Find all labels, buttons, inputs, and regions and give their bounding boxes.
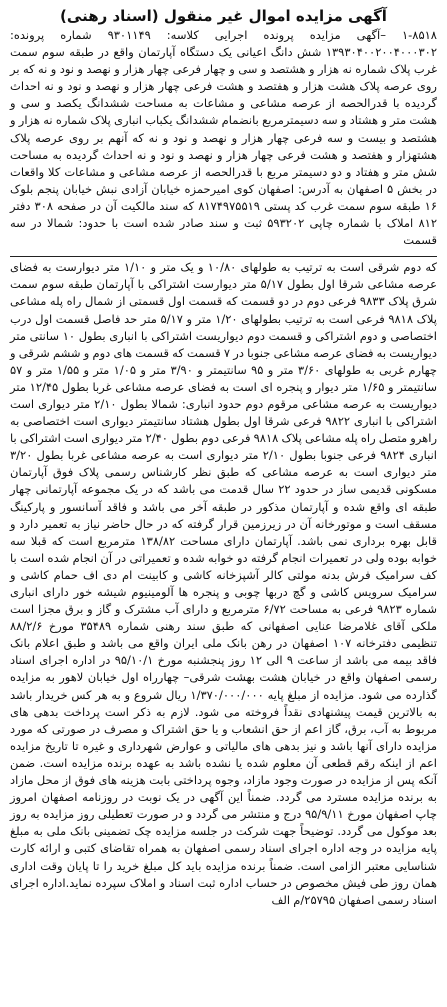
notice-signature: اداره اجرای اسناد رسمی اصفهان ۲۵۷۹۵/م الف <box>10 875 437 907</box>
notice-paragraph-1: ۱-۸۵۱۸ –آگهی مزایده پرونده اجرایی کلاسه: ۹۳۰۱۱۴۹ شماره پرونده: ۱۳۹۳۰۴۰۰۲۰۰۴۰۰۰۳۰۲ شش دانگ اعیانی یک دستگاه آپارتمان واقع در طبقه سوم سمت غرب پلاک شماره نه هزار و هشتصد و سی و چهار فرعی چهار هزار و نهصد و نود و نه که بر روی عرصه پلاک هشت هزار و هفتصد و هشت فرعی چهار هزار و نهصد و نود و نه احداث گردیده با قدرالحصه از عرصه مشاعی و مشاعات به مساحت ششدانگ یکصد و سی و هشت متر و هشتاد و سه دسیمترمربع بانضمام ششدانگ یکباب انباری پلاک شماره نه هزار و هشتصد و بیست و سه فرعی چهار هزار و نهصد و نود و نه که آنهم بر روی عرصه پلاک هشتهزار و هفتصد و هشت فرعی چهار هزار و نهصد و نود و نه احداث گردیده به مساحت شش متر و هفتاد و دو دسیمتر مربع با قدرالحصه از عرصه مشاعی و مشاعات کلا واقعات در بخش ۵ اصفهان به آدرس: اصفهان کوی امیرحمزه خیابان آزادی نبش خیابان پنجم بلوک ۱۶ طبقه سوم سمت غرب کد پستی ۸۱۷۴۹۷۵۵۱۹ که سند مالکیت آن در صفحه ۳۰۸ دفتر ۸۱۲ املاک با شماره چاپی ۵۹۳۲۰۲ ثبت و سند صادر شده است با حدود: شمالا در سه قسمت <box>10 28 438 248</box>
notice-title: آگهی مزایده اموال غیر منقول (اسناد رهنی) <box>60 7 387 25</box>
notice-paragraph-2: که دوم شرقی است به ترتیب به طولهای ۱۰/۸۰ و یک متر و ۱/۱۰ متر دیوارست به فضای عرصه مشاعی شرقا اول بطول ۵/۱۷ متر دیوارست اشتراکی با آپارتمان طبقه سوم سمت شرق پلاک ۹۸۳۳ فرعی دوم در دو قسمت که قسمت اول قسمتی از شمال راه پله مشاعی پلاک ۹۸۱۸ فرعی است به ترتیب بطولهای ۱/۲۰ متر و ۵/۱۷ متر حد فاصل قسمت اول درب اختصاصی و دوم اشتراکی و قسمت دوم دیواریست اشتراکی با انباری بطول ۱۰ سانتی متر دیواریست به فضای عرصه مشاعی جنوبا در ۷ قسمت که قسمت های دوم و ششم شرقی و چهارم غربی به طولهای ۳/۶۰ متر و ۹۵ سانتیمتر و ۳/۹۰ متر و ۱/۰۵ متر و ۱/۵۵ متر و ۵۷ سانتیمتر و ۱/۶۵ متر دیوار و پنجره ای است به فضای عرصه مشاعی غربا بطول ۱۲/۴۵ متر دیواریست به عرصه مشاعی مرقوم دوم حدود انباری: شمالا بطول ۲/۱۰ متر دیواری است اشتراکی با انباری ۹۸۲۲ فرعی شرقا اول بطول هشتاد سانتیمتر دیواری است اختصاصی به راهرو متصل راه پله مشاعی پلاک ۹۸۱۸ فرعی دوم بطول ۲/۴۰ متر دیواری است اشتراکی با انباری ۹۸۲۴ فرعی جنوبا بطول ۲/۱۰ متر دیواری است به عرصه مشاعی غربا بطول ۳/۲۰ متر دیواری است به عرصه مشاعی که طبق نظر کارشناس رسمی پلاک فوق آپارتمان مسکونی قدیمی ساز در حدود ۲۲ سال قدمت می باشد که در یک مجموعه آپارتمانی چهار طبقه ای واقع شده و آپارتمان مذکور در طبقه آخر می باشد و فاقد آسانسور و پارکینگ مسقف است و موتورخانه آن در زیرزمین قرار گرفته که در حال حاضر نیاز به تعمیر دارد و قابل بهره برداری نمی باشد. آپارتمان دارای مساحت ۱۳۸/۸۲ مترمربع است که قبلا سه خوابه بوده ولی در تعمیرات انجام گرفته دو خوابه شده و تعمیراتی در آن انجام شده است با کف سرامیک فرش بدنه مولتی کالر آشپزخانه کاشی و کابینت ام دی اف حمام کاشی و سرامیک سرویس کاشی و گچ دربها چوبی و پنجره ها آلومینیوم شیشه خور دارای انباری شماره ۹۸۲۳ فرعی به مساحت ۶/۷۲ مترمربع و دارای آب مشترک و گاز و برق مجزا است ملکی آقای غلامرضا عنایی اصفهانی که طبق سند رهنی شماره ۳۵۴۸۹ مورخ ۸۸/۲/۶ تنظیمی دفترخانه ۱۰۷ اصفهان در رهن بانک ملی ایران واقع می باشد و طبق اعلام بانک فاقد بیمه می باشد از ساعت ۹ الی ۱۲ روز پنجشنبه مورخ ۹۵/۱۰/۱ در اداره اجرای اسناد رسمی اصفهان واقع در خیابان هشت بهشت شرقی– چهارراه اول خیابان لاهور به مزایده گذارده می شود. مزایده از مبلغ پایه ۱/۳۷۰/۰۰۰/۰۰۰ ریال شروع و به هر کس خریدار باشد به بالاترین قیمت پیشنهادی نقداً فروخته می شود. لازم به ذکر است پرداخت بدهی های مربوط به آب، برق، گاز اعم از حق انشعاب و یا حق اشتراک و مصرف در صورتی که مورد مزایده دارای آنها باشد و نیز بدهی های مالیاتی و عوارض شهرداری و غیره تا تاریخ مزایده اعم از اینکه رقم قطعی آن معلوم شده یا نشده باشد به عهده برنده مزایده است. ضمن آنکه پس از مزایده در صورت وجود مازاد، وجوه پرداختی بابت هزینه های فوق از محل مازاد به برنده مزایده مسترد می گردد. ضمناً این آگهی در یک نوبت در روزنامه اصفهان امروز چاپ اصفهان مورخ ۹۵/۹/۱۱ درج و منتشر می گردد و در صورت تعطیلی روز مزایده به روز بعد موکول می گردد. توضیحاً جهت شرکت در جلسه مزایده چک تضمینی بانک ملی به مبلغ پایه مزایده در وجه اداره اجرای اسناد رسمی اصفهان به همراه تقاضای کتبی و ارائه کارت شناسایی معتبر الزامی است. ضمناً برنده مزایده باید کل مبلغ خرید را تا پایان وقت اداری همان روز طی فیش مخصوص در حساب اداره ثبت اسناد و املاک سپرده نماید.اداره اجرای اسناد رسمی اصفهان ۲۵۷۹۵/م الف <box>10 256 437 909</box>
notice-body <box>10 27 437 909</box>
